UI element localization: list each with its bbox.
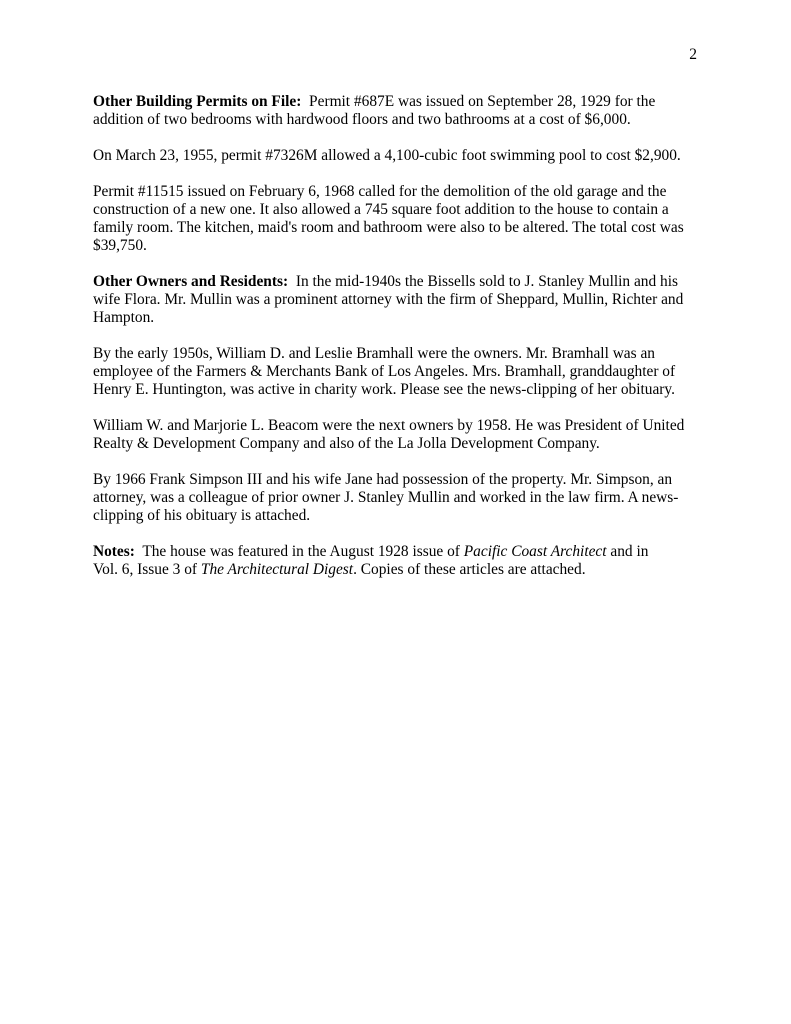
text-span: The house was featured in the August 1928 issue of [142, 543, 460, 560]
text-line [93, 273, 705, 291]
permits-paragraph-3 [93, 183, 705, 255]
text-line: Realty & Development Company and also of the La Jolla Development Company. [93, 435, 600, 452]
text-line: Henry E. Huntington, was active in charity work. Please see the news-clipping of her obituary. [93, 381, 675, 398]
notes-paragraph [93, 543, 705, 579]
owners-paragraph-4 [93, 471, 705, 525]
text-line: family room. The kitchen, maid's room and bathroom were also to be altered. The total cost was [93, 219, 684, 236]
section-heading-notes: Notes: [93, 543, 135, 560]
text-line: employee of the Farmers & Merchants Bank of Los Angeles. Mrs. Bramhall, granddaughter of [93, 363, 676, 380]
owners-paragraph-1 [93, 273, 705, 327]
text-span: . Copies of these articles are attached. [353, 561, 586, 578]
owners-paragraph-2 [93, 345, 705, 399]
section-heading-owners: Other Owners and Residents: [93, 273, 289, 290]
text-line [93, 93, 705, 111]
text-span: In the mid-1940s the Bissells sold to J. Stanley Mullin and his [295, 273, 679, 290]
publication-title: Pacific Coast Architect [463, 543, 607, 560]
text-line: $39,750. [93, 237, 147, 254]
text-line: By 1966 Frank Simpson III and his wife Jane had possession of the property. Mr. Simpson, an [93, 471, 673, 488]
text-line: construction of a new one. It also allowed a 745 square foot addition to the house to contain a [93, 201, 669, 218]
document-body [93, 93, 705, 597]
text-line: On March 23, 1955, permit #7326M allowed a 4,100-cubic foot swimming pool to cost $2,900. [93, 147, 681, 164]
page-number: 2 [689, 46, 697, 63]
publication-title: The Architectural Digest [200, 561, 354, 578]
text-line: By the early 1950s, William D. and Leslie Bramhall were the owners. Mr. Bramhall was an [93, 345, 655, 362]
text-line: Hampton. [93, 309, 155, 326]
text-span: Permit #687E was issued on September 28, 1929 for the [309, 93, 656, 110]
permits-paragraph-1 [93, 93, 705, 129]
text-line: Permit #11515 issued on February 6, 1968 called for the demolition of the old garage and the [93, 183, 667, 200]
text-line: wife Flora. Mr. Mullin was a prominent attorney with the firm of Sheppard, Mullin, Richter and [93, 291, 684, 308]
text-line: William W. and Marjorie L. Beacom were the next owners by 1958. He was President of United [93, 417, 685, 434]
text-span: Vol. 6, Issue 3 of [93, 561, 198, 578]
owners-paragraph-3 [93, 417, 705, 453]
permits-paragraph-2 [93, 147, 705, 165]
text-line [93, 543, 705, 561]
section-heading-permits: Other Building Permits on File: [93, 93, 302, 110]
text-line: attorney, was a colleague of prior owner J. Stanley Mullin and worked in the law firm. A news- [93, 489, 679, 506]
text-line: addition of two bedrooms with hardwood floors and two bathrooms at a cost of $6,000. [93, 111, 631, 128]
text-line: clipping of his obituary is attached. [93, 507, 311, 524]
text-span: and in [610, 543, 649, 560]
text-line [93, 561, 705, 579]
